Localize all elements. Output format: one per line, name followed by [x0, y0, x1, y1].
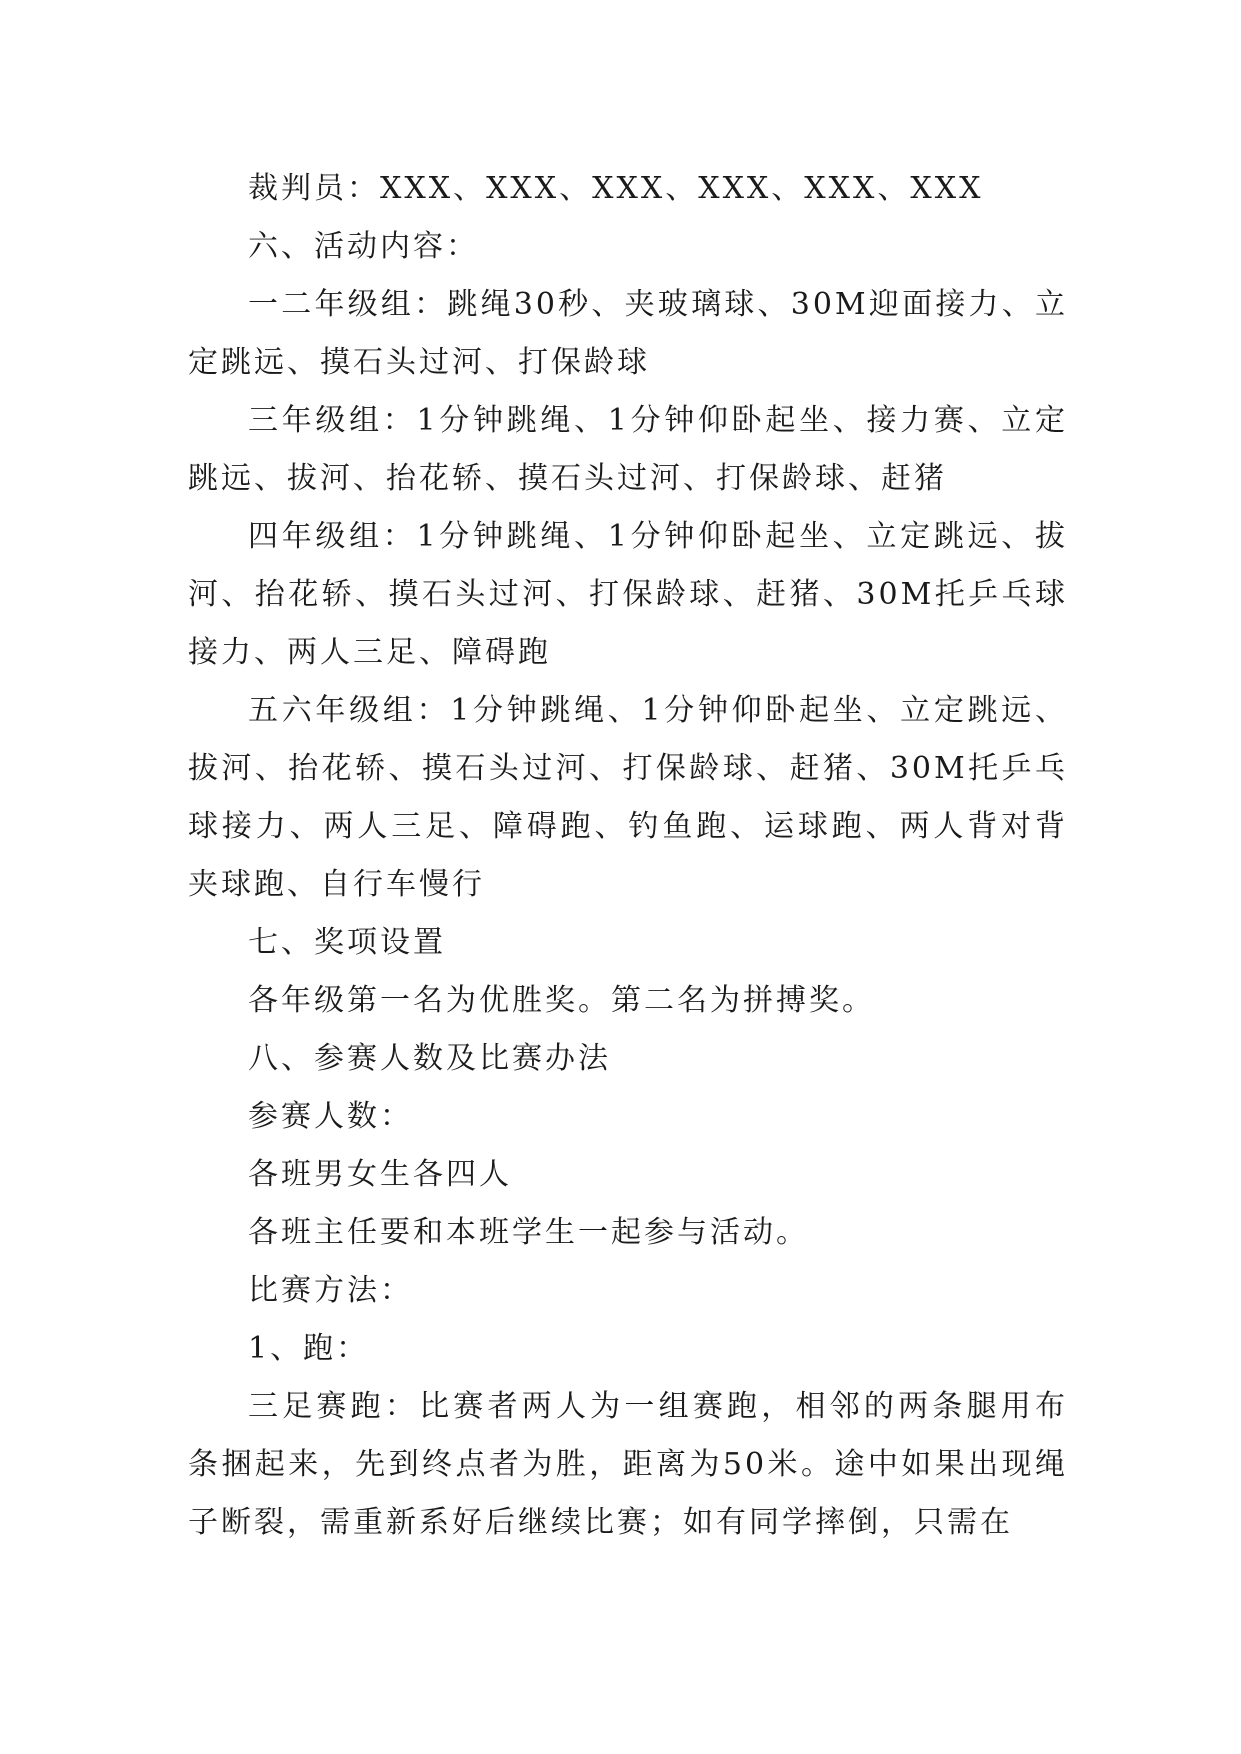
paragraph-grade-4: 四年级组：1分钟跳绳、1分钟仰卧起坐、立定跳远、拔河、抬花轿、摸石头过河、打保龄球、赶猪、30M托乒乓球接力、两人三足、障碍跑 — [188, 519, 1068, 670]
heading-awards: 七、奖项设置 — [248, 925, 446, 960]
label-participants: 参赛人数： — [248, 1099, 413, 1134]
paragraph-three-legged-race: 三足赛跑：比赛者两人为一组赛跑，相邻的两条腿用布条捆起来，先到终点者为胜，距离为50米。途中如果出现绳子断裂，需重新系好后继续比赛；如有同学摔倒，只需在 — [188, 1389, 1068, 1540]
document-body — [188, 160, 1068, 1552]
heading-activity-content: 六、活动内容： — [248, 229, 479, 264]
paragraph-grade-3: 三年级组：1分钟跳绳、1分钟仰卧起坐、接力赛、立定跳远、拔河、抬花轿、摸石头过河、打保龄球、赶猪 — [188, 403, 1068, 496]
paragraph-awards: 各年级第一名为优胜奖。第二名为拼搏奖。 — [248, 983, 875, 1018]
heading-participants-rules: 八、参赛人数及比赛办法 — [248, 1041, 611, 1076]
label-rules: 比赛方法： — [248, 1273, 413, 1308]
paragraph-grade-1-2: 一二年级组：跳绳30秒、夹玻璃球、30M迎面接力、立定跳远、摸石头过河、打保龄球 — [188, 287, 1068, 380]
paragraph-grade-5-6: 五六年级组：1分钟跳绳、1分钟仰卧起坐、立定跳远、拔河、抬花轿、摸石头过河、打保龄球、赶猪、30M托乒乓球接力、两人三足、障碍跑、钓鱼跑、运球跑、两人背对背夹球跑、自行车慢行 — [188, 693, 1068, 902]
paragraph-teachers: 各班主任要和本班学生一起参与活动。 — [248, 1215, 809, 1250]
paragraph-referees: 裁判员：XXX、XXX、XXX、XXX、XXX、XXX — [248, 171, 984, 206]
paragraph-participants-count: 各班男女生各四人 — [248, 1157, 512, 1192]
heading-running: 1、跑： — [248, 1331, 370, 1366]
